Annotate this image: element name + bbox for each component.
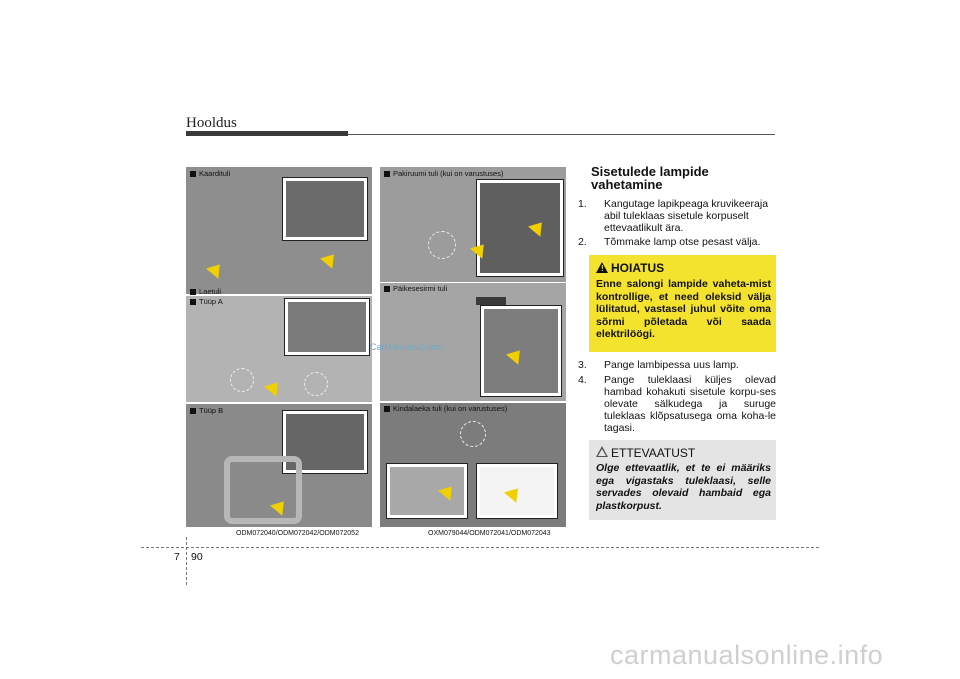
highlight-circle — [230, 368, 254, 392]
warning-title: HOIATUS — [611, 261, 665, 275]
inset-dome-light — [284, 298, 370, 356]
highlight-circle — [304, 372, 328, 396]
bullet-square-icon — [190, 289, 196, 295]
caution-body: Olge ettevaatlik, et te ei määriks ega vigastaks tuleklaasi, selle servades olevaid hambaid ega plastkorpust. — [596, 462, 771, 512]
bullet-square-icon — [384, 171, 390, 177]
step-2: 2. Tõmmake lamp otse pesast välja. — [578, 236, 761, 248]
arrow-icon — [264, 377, 284, 396]
right-photo-code: OXM079044/ODM072041/ODM072043 — [428, 530, 551, 537]
bullet-square-icon — [190, 408, 196, 414]
page-number: 90 — [191, 551, 203, 563]
arrow-icon — [206, 259, 226, 278]
watermark: CarManuals2.com — [370, 342, 444, 352]
step-3: 3. Pange lambipessa uus lamp. — [578, 359, 739, 371]
arrow-icon — [320, 249, 340, 268]
footer-watermark: carmanualsonline.info — [610, 640, 884, 670]
bullet-square-icon — [190, 299, 196, 305]
warning-triangle-icon: ! — [596, 262, 608, 273]
section-title: Sisetulede lampide vahetamine — [591, 164, 709, 192]
inset-map-light — [282, 177, 368, 241]
photo-map-light — [186, 167, 372, 294]
photo-dome-light-a — [186, 296, 372, 402]
footer-rule — [141, 547, 819, 548]
step-4: 4. Pange tuleklaasi küljes olevad hambad kohakuti sisetule korpu-ses olevate sälkudega ja suruge tuleklaas klõpsatusega oma koha-le tagasi. — [578, 374, 776, 434]
label-map-light: Kaardituli — [190, 169, 230, 178]
chapter-number: 7 — [174, 551, 180, 563]
sunvisor-lamp — [476, 297, 506, 305]
highlight-circle — [428, 231, 456, 259]
label-luggage-light: Pakiruumi tuli (kui on varustuses) — [384, 169, 503, 178]
warning-body: Enne salongi lampide vaheta-mist kontrollige, et need oleksid välja lülitatud, vastasel juhul võite oma sõrmi põletada või saada elektrilöögi. — [596, 278, 771, 340]
header-title: Hooldus — [186, 115, 237, 131]
label-type-b: Tüüp B — [190, 406, 223, 415]
header-bar — [186, 131, 348, 136]
footer-divider — [186, 537, 187, 585]
bullet-square-icon — [384, 406, 390, 412]
bullet-square-icon — [190, 171, 196, 177]
photo-luggage-light — [380, 167, 566, 282]
label-sunvisor-light: Päikesesirmi tuli — [384, 284, 447, 293]
header-rule — [348, 134, 775, 135]
bullet-square-icon — [384, 286, 390, 292]
inset-luggage-light — [476, 179, 564, 277]
caution-title: ETTEVAATUST — [611, 446, 696, 460]
lamp-frame — [224, 456, 302, 524]
label-glovebox-light: Kindalaeka tuli (kui on varustuses) — [384, 404, 507, 413]
photo-dome-light-b — [186, 404, 372, 527]
label-type-a: Tüüp A — [190, 297, 223, 306]
step-1: 1. Kangutage lapikpeaga kruvikeeraja abil tuleklaas sisetule korpuselt ettevaatlikult ära. — [578, 198, 769, 234]
highlight-circle — [460, 421, 486, 447]
left-photo-code: ODM072040/ODM072042/ODM072052 — [236, 530, 359, 537]
photo-glovebox-light — [380, 403, 566, 527]
label-dome-light: Laetuli — [190, 287, 221, 296]
